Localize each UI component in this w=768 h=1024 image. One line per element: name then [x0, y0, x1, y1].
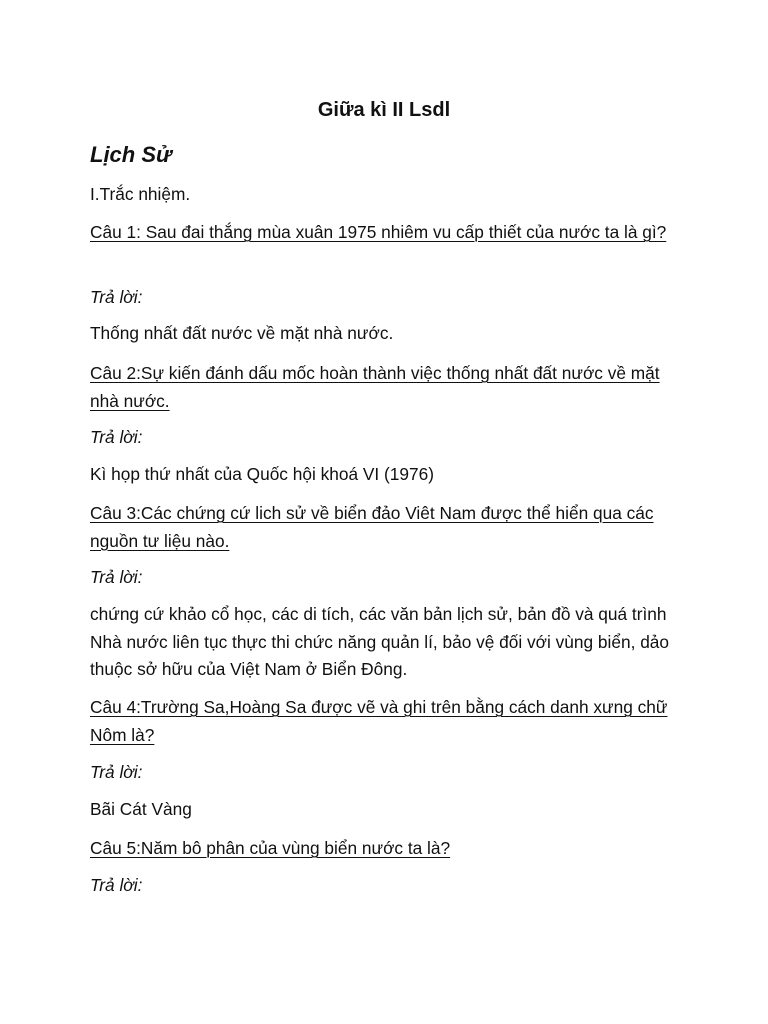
question-2: Câu 2:Sự kiến đánh dấu mốc hoàn thành việc thống nhất đất nước về mặt nhà nước.: [90, 363, 660, 411]
answer-label-2: Trả lời:: [90, 427, 143, 447]
section-heading: Lịch Sử: [90, 142, 172, 167]
answer-2: Kì họp thứ nhất của Quốc hội khoá VI (1976): [90, 464, 434, 484]
question-4: Câu 4:Trường Sa,Hoàng Sa được vẽ và ghi trên bằng cách danh xưng chữ Nôm là?: [90, 697, 668, 745]
answer-4: Bãi Cát Vàng: [90, 799, 192, 819]
answer-1: Thống nhất đất nước về mặt nhà nước.: [90, 323, 394, 343]
answer-3: chứng cứ khảo cổ học, các di tích, các văn bản lịch sử, bản đồ và quá trình Nhà nước liên tục thực thi chức năng quản lí, bảo vệ đối với vùng biển, dảo thuộc sở hữu của Việt Nam ở Biển Đông.: [90, 604, 670, 679]
question-3: Câu 3:Các chứng cứ lich sử về biển đảo Viêt Nam được thể hiển qua các nguồn tư liệu nào.: [90, 503, 654, 551]
question-5: Câu 5:Năm bô phân của vùng biển nước ta là?: [90, 838, 451, 858]
document-title: Giữa kì II Lsdl: [317, 99, 451, 121]
answer-label-1: Trả lời:: [90, 287, 143, 307]
part-label: I.Trắc nhiệm.: [90, 184, 191, 204]
answer-label-3: Trả lời:: [90, 567, 143, 587]
question-1: Câu 1: Sau đai thắng mùa xuân 1975 nhiêm vu cấp thiết của nước ta là gì?: [90, 222, 667, 242]
answer-label-4: Trả lời:: [90, 762, 143, 782]
answer-label-5: Trả lời:: [90, 875, 143, 895]
